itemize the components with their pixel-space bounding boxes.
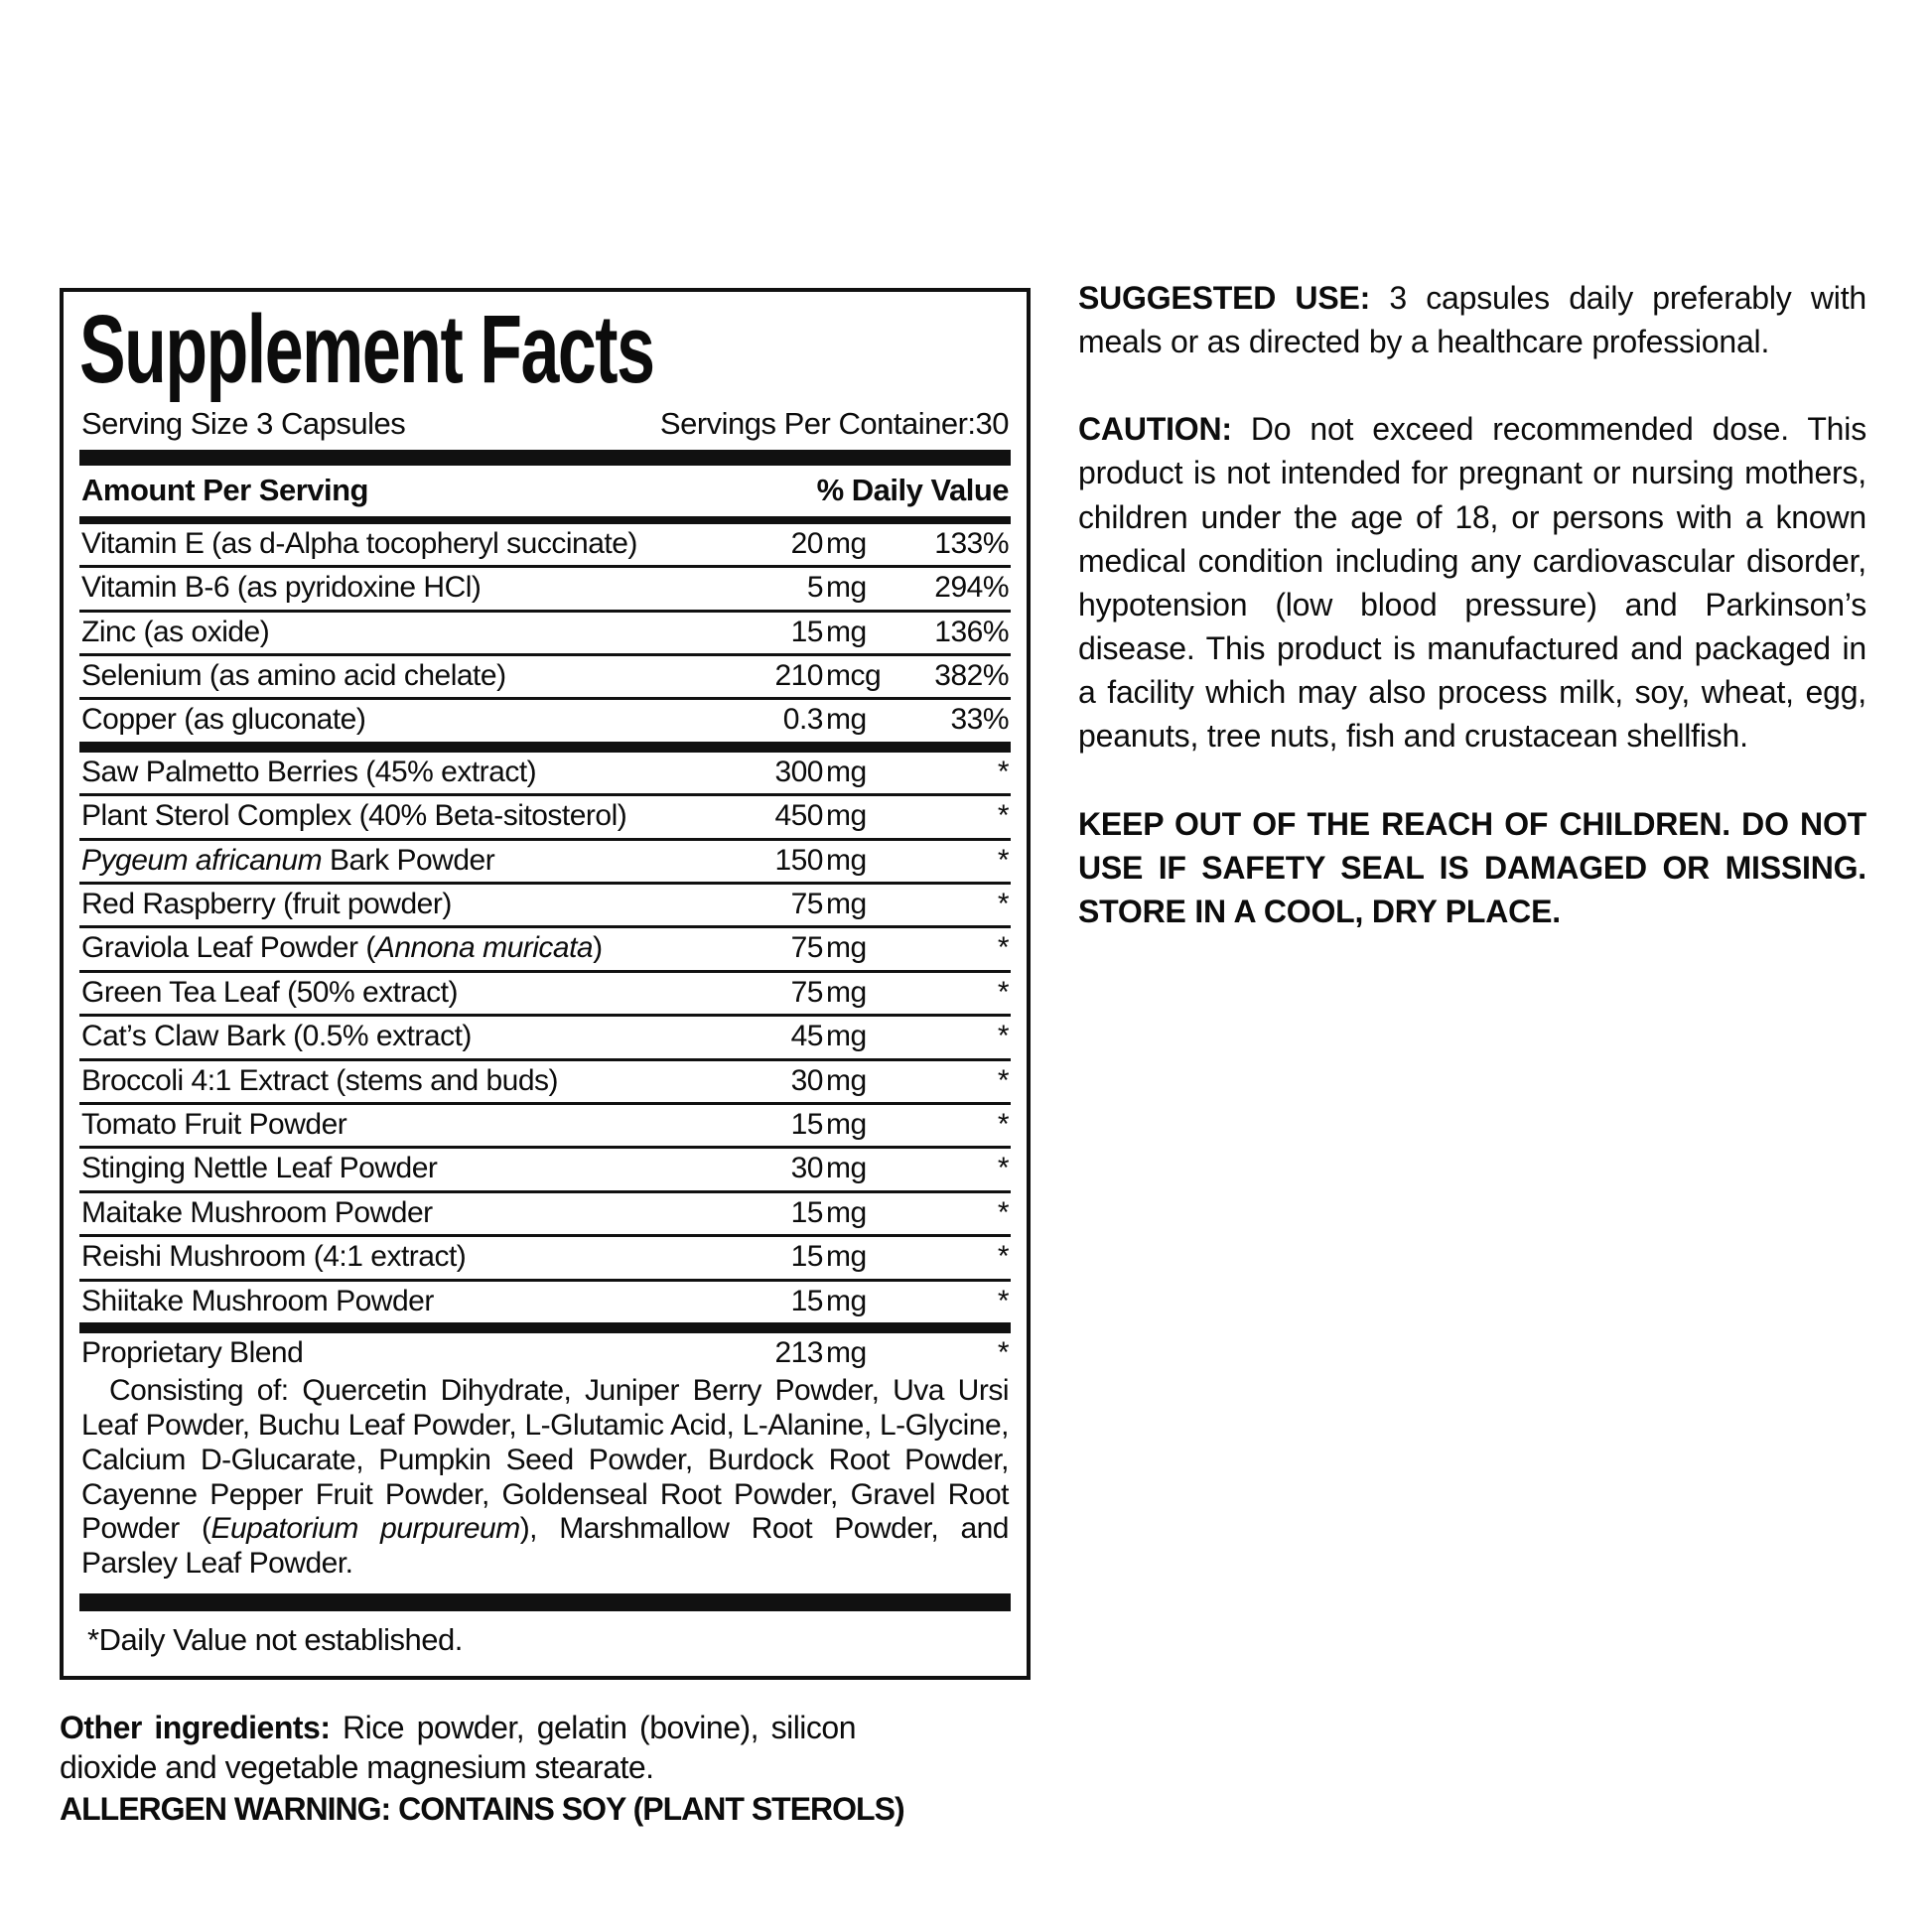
ingredient-row (79, 1014, 1011, 1057)
ingredient-name: Pygeum africanum Bark Powder (81, 843, 495, 877)
ingredient-name: Selenium (as amino acid chelate) (81, 659, 506, 693)
ingredient-amount: 15 mg (790, 1107, 867, 1141)
proprietary-blend-description: Consisting of: Quercetin Dihydrate, Juniper Berry Powder, Uva Ursi Leaf Powder, Buchu Leaf Powder, L-Glutamic Acid, L-Alanine, L-Glycine, Calcium D-Glucarate, Pumpkin Seed Powder, Burdock Root Powder, Cayenne Pepper Fruit Powder, Goldenseal Root Powder, Gravel Root Powder (Eupatorium purpureum), Marshmallow Root Powder, and Parsley Leaf Powder. (81, 1374, 1009, 1581)
ingredient-amount: 5 mg (806, 571, 867, 605)
ingredient-name: Shiitake Mushroom Powder (81, 1284, 434, 1317)
ingredient-name: Graviola Leaf Powder (Annona muricata) (81, 931, 603, 965)
ingredient-row (79, 697, 1011, 741)
ingredient-name: Vitamin B-6 (as pyridoxine HCl) (81, 571, 482, 605)
keep-out-warning-paragraph: KEEP OUT OF THE REACH OF CHILDREN. DO NOT USE IF SAFETY SEAL IS DAMAGED OR MISSING. STORE IN A COOL, DRY PLACE. (1078, 805, 1866, 929)
ingredient-daily-value: * (997, 1107, 1009, 1141)
ingredient-name: Red Raspberry (fruit powder) (81, 888, 452, 920)
panel-title: Supplement Facts (79, 295, 654, 403)
ingredient-daily-value: * (997, 975, 1009, 1009)
ingredient-amount: 210 mcg (774, 659, 882, 693)
ingredient-amount: 75 mg (790, 975, 867, 1009)
ingredient-amount: 75 mg (790, 888, 867, 920)
ingredient-row (79, 838, 1011, 882)
ingredient-daily-value: 294% (934, 571, 1009, 605)
proprietary-blend-section (79, 1322, 1011, 1589)
ingredient-daily-value: * (997, 888, 1009, 920)
ingredient-amount: 450 mg (774, 799, 867, 833)
divider-bar (79, 450, 1011, 466)
ingredient-amount: 15 mg (790, 1195, 867, 1229)
ingredient-row (79, 1234, 1011, 1278)
proprietary-blend-amount: 213 mg (774, 1335, 867, 1369)
ingredient-daily-value: * (997, 1240, 1009, 1274)
ingredient-daily-value: 133% (934, 526, 1009, 560)
ingredient-name: Copper (as gluconate) (81, 703, 366, 737)
ingredient-amount: 75 mg (790, 931, 867, 965)
suggested-use-paragraph: SUGGESTED USE: 3 capsules daily preferably with meals or as directed by a healthcare professional. (1078, 280, 1866, 360)
ingredient-row (79, 793, 1011, 837)
ingredient-daily-value: * (997, 843, 1009, 877)
ingredient-amount: 45 mg (790, 1020, 867, 1053)
ingredient-name: Stinging Nettle Leaf Powder (81, 1152, 438, 1185)
serving-info-row (81, 406, 1009, 442)
ingredient-amount: 15 mg (790, 1240, 867, 1274)
ingredient-name: Saw Palmetto Berries (45% extract) (81, 755, 537, 788)
ingredient-row (79, 1102, 1011, 1146)
ingredient-row (79, 524, 1011, 565)
ingredient-daily-value: 136% (934, 615, 1009, 648)
usage-directions-column (1078, 276, 1866, 977)
divider-bar (79, 1593, 1011, 1611)
table-column-headers (79, 466, 1011, 524)
supplement-facts-panel (60, 288, 1031, 1680)
ingredient-name: Zinc (as oxide) (81, 615, 270, 648)
ingredient-daily-value: 33% (950, 703, 1009, 737)
ingredient-row (79, 565, 1011, 609)
facts-column (60, 288, 1031, 1828)
ingredient-row (79, 1279, 1011, 1322)
daily-value-footnote: *Daily Value not established. (87, 1622, 463, 1658)
ingredient-daily-value: * (997, 755, 1009, 788)
proprietary-blend-daily-value: * (997, 1335, 1009, 1369)
ingredient-name: Vitamin E (as d-Alpha tocopheryl succinate) (81, 526, 637, 560)
allergen-warning-text: ALLERGEN WARNING: CONTAINS SOY (PLANT STEROLS) (60, 1790, 904, 1827)
ingredient-daily-value: * (997, 1020, 1009, 1053)
proprietary-blend-row (79, 1333, 1011, 1374)
ingredient-row (79, 1058, 1011, 1102)
ingredient-amount: 0.3 mg (782, 703, 867, 737)
ingredient-name: Maitake Mushroom Powder (81, 1195, 433, 1229)
ingredient-daily-value: * (997, 1063, 1009, 1097)
ingredient-row (79, 742, 1011, 793)
ingredient-name: Green Tea Leaf (50% extract) (81, 975, 458, 1009)
ingredient-row (79, 925, 1011, 969)
proprietary-blend-name: Proprietary Blend (81, 1335, 304, 1369)
ingredient-amount: 30 mg (790, 1152, 867, 1185)
ingredient-daily-value: 382% (934, 659, 1009, 693)
ingredient-row (79, 610, 1011, 653)
ingredient-rows (79, 524, 1011, 1322)
ingredient-amount: 30 mg (790, 1063, 867, 1097)
other-ingredients-text: Other ingredients: Rice powder, gelatin (bovine), silicon dioxide and vegetable magnesium stearate. (60, 1710, 857, 1786)
other-ingredients-block (60, 1708, 904, 1828)
ingredient-daily-value: * (997, 1195, 1009, 1229)
ingredient-name: Cat’s Claw Bark (0.5% extract) (81, 1020, 472, 1053)
ingredient-row (79, 653, 1011, 697)
serving-size-text: Serving Size 3 Capsules (81, 405, 406, 441)
ingredient-daily-value: * (997, 931, 1009, 965)
ingredient-row (79, 970, 1011, 1014)
amount-per-serving-header: Amount Per Serving (81, 472, 368, 507)
caution-paragraph: CAUTION: Do not exceed recommended dose. This product is not intended for pregnant or nursing mothers, children under the age of 18, or persons with a known medical condition including any cardiovascular disorder, hypotension (low blood pressure) and Parkinson’s disease. This product is manufactured and packaged in a facility which may also process milk, soy, wheat, egg, peanuts, tree nuts, fish and crustacean shellfish. (1078, 411, 1866, 755)
ingredient-daily-value: * (997, 1284, 1009, 1317)
ingredient-row (79, 1146, 1011, 1189)
servings-per-container-text: Servings Per Container:30 (659, 405, 1009, 441)
ingredient-amount: 300 mg (774, 755, 867, 788)
ingredient-amount: 15 mg (790, 1284, 867, 1317)
ingredient-row (79, 882, 1011, 925)
ingredient-name: Tomato Fruit Powder (81, 1107, 347, 1141)
ingredient-amount: 15 mg (790, 615, 867, 648)
ingredient-name: Broccoli 4:1 Extract (stems and buds) (81, 1063, 559, 1097)
ingredient-name: Reishi Mushroom (4:1 extract) (81, 1240, 467, 1274)
ingredient-amount: 20 mg (790, 526, 867, 560)
ingredient-daily-value: * (997, 799, 1009, 833)
ingredient-amount: 150 mg (774, 843, 867, 877)
ingredient-row (79, 1190, 1011, 1234)
ingredient-daily-value: * (997, 1152, 1009, 1185)
ingredient-name: Plant Sterol Complex (40% Beta-sitosterol) (81, 799, 627, 833)
daily-value-header: % Daily Value (816, 472, 1009, 507)
